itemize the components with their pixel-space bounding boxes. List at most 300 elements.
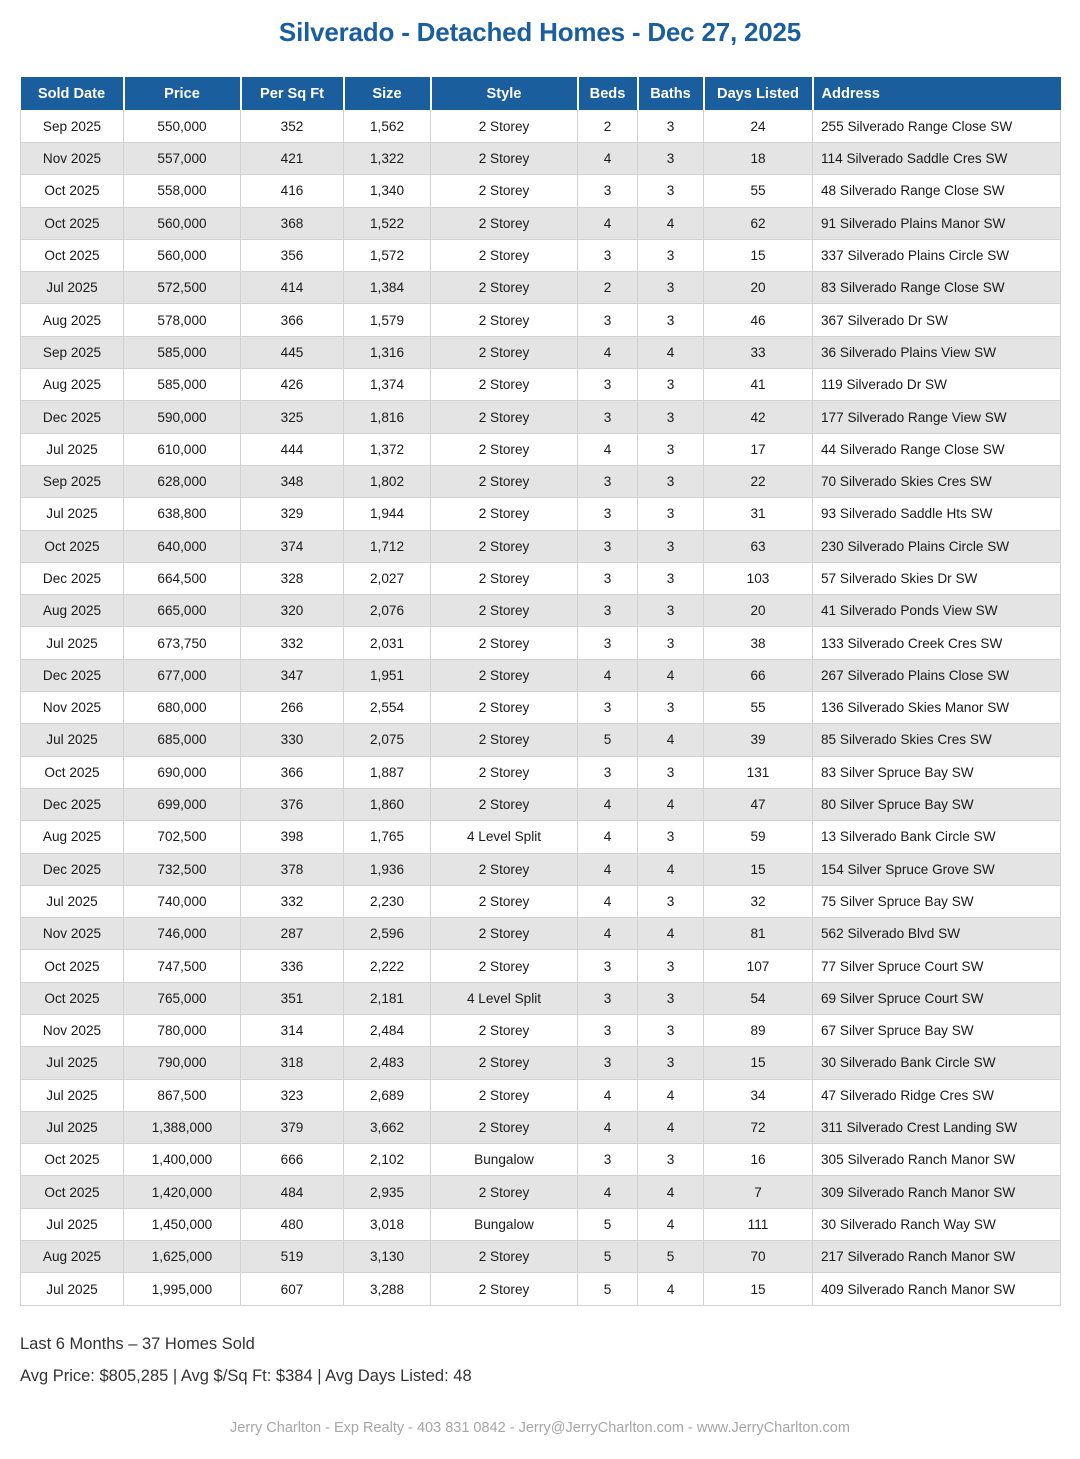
- cell-baths: 3: [638, 110, 704, 142]
- cell-address: 70 Silverado Skies Cres SW: [813, 465, 1061, 497]
- cell-style: 2 Storey: [431, 788, 578, 820]
- cell-price: 699,000: [124, 788, 241, 820]
- table-row: [21, 433, 1061, 465]
- cell-price: 638,800: [124, 498, 241, 530]
- cell-sold_date: Jul 2025: [21, 1047, 124, 1079]
- cell-size: 2,935: [344, 1176, 431, 1208]
- cell-price: 1,388,000: [124, 1111, 241, 1143]
- cell-address: 57 Silverado Skies Dr SW: [813, 562, 1061, 594]
- cell-price: 1,420,000: [124, 1176, 241, 1208]
- cell-price: 558,000: [124, 175, 241, 207]
- column-header-price[interactable]: Price: [124, 77, 241, 110]
- cell-sold_date: Aug 2025: [21, 595, 124, 627]
- cell-beds: 4: [578, 142, 638, 174]
- cell-baths: 4: [638, 1079, 704, 1111]
- cell-per_sq_ft: 414: [241, 272, 344, 304]
- column-header-baths[interactable]: Baths: [638, 77, 704, 110]
- cell-per_sq_ft: 352: [241, 110, 344, 142]
- cell-days_listed: 72: [704, 1111, 813, 1143]
- cell-baths: 4: [638, 853, 704, 885]
- cell-price: 560,000: [124, 239, 241, 271]
- cell-style: 2 Storey: [431, 207, 578, 239]
- table-row: [21, 401, 1061, 433]
- cell-style: 2 Storey: [431, 1273, 578, 1305]
- cell-baths: 3: [638, 433, 704, 465]
- cell-baths: 3: [638, 401, 704, 433]
- cell-baths: 5: [638, 1241, 704, 1273]
- cell-sold_date: Dec 2025: [21, 562, 124, 594]
- cell-days_listed: 63: [704, 530, 813, 562]
- cell-per_sq_ft: 378: [241, 853, 344, 885]
- cell-beds: 3: [578, 239, 638, 271]
- cell-price: 673,750: [124, 627, 241, 659]
- table-row: [21, 756, 1061, 788]
- cell-beds: 4: [578, 433, 638, 465]
- cell-price: 867,500: [124, 1079, 241, 1111]
- cell-sold_date: Jul 2025: [21, 1208, 124, 1240]
- table-row: [21, 530, 1061, 562]
- table-row: [21, 272, 1061, 304]
- cell-size: 2,102: [344, 1144, 431, 1176]
- cell-address: 83 Silver Spruce Bay SW: [813, 756, 1061, 788]
- cell-per_sq_ft: 347: [241, 659, 344, 691]
- cell-style: 2 Storey: [431, 885, 578, 917]
- cell-sold_date: Jul 2025: [21, 272, 124, 304]
- cell-days_listed: 20: [704, 595, 813, 627]
- cell-beds: 4: [578, 885, 638, 917]
- cell-sold_date: Jul 2025: [21, 498, 124, 530]
- cell-address: 154 Silver Spruce Grove SW: [813, 853, 1061, 885]
- cell-price: 610,000: [124, 433, 241, 465]
- cell-beds: 3: [578, 369, 638, 401]
- table-row: [21, 1015, 1061, 1047]
- cell-days_listed: 47: [704, 788, 813, 820]
- cell-per_sq_ft: 314: [241, 1015, 344, 1047]
- cell-price: 690,000: [124, 756, 241, 788]
- column-header-days_listed[interactable]: Days Listed: [704, 77, 813, 110]
- cell-per_sq_ft: 484: [241, 1176, 344, 1208]
- cell-style: 2 Storey: [431, 142, 578, 174]
- cell-address: 80 Silver Spruce Bay SW: [813, 788, 1061, 820]
- cell-per_sq_ft: 356: [241, 239, 344, 271]
- table-row: [21, 1111, 1061, 1143]
- table-row: [21, 918, 1061, 950]
- cell-size: 3,130: [344, 1241, 431, 1273]
- cell-sold_date: Dec 2025: [21, 401, 124, 433]
- cell-size: 2,483: [344, 1047, 431, 1079]
- cell-address: 44 Silverado Range Close SW: [813, 433, 1061, 465]
- cell-size: 1,562: [344, 110, 431, 142]
- table-row: [21, 304, 1061, 336]
- cell-days_listed: 33: [704, 336, 813, 368]
- cell-sold_date: Oct 2025: [21, 1176, 124, 1208]
- table-row: [21, 207, 1061, 239]
- cell-size: 2,031: [344, 627, 431, 659]
- cell-size: 2,076: [344, 595, 431, 627]
- cell-address: 91 Silverado Plains Manor SW: [813, 207, 1061, 239]
- cell-baths: 3: [638, 595, 704, 627]
- cell-address: 75 Silver Spruce Bay SW: [813, 885, 1061, 917]
- cell-size: 1,384: [344, 272, 431, 304]
- cell-per_sq_ft: 416: [241, 175, 344, 207]
- table-row: [21, 369, 1061, 401]
- column-header-size[interactable]: Size: [344, 77, 431, 110]
- table-row: [21, 1208, 1061, 1240]
- cell-style: Bungalow: [431, 1144, 578, 1176]
- cell-days_listed: 34: [704, 1079, 813, 1111]
- cell-size: 1,802: [344, 465, 431, 497]
- cell-per_sq_ft: 325: [241, 401, 344, 433]
- cell-style: 2 Storey: [431, 110, 578, 142]
- cell-days_listed: 59: [704, 821, 813, 853]
- cell-sold_date: Oct 2025: [21, 950, 124, 982]
- cell-address: 41 Silverado Ponds View SW: [813, 595, 1061, 627]
- table-row: [21, 692, 1061, 724]
- cell-per_sq_ft: 366: [241, 756, 344, 788]
- cell-style: 2 Storey: [431, 1015, 578, 1047]
- cell-days_listed: 15: [704, 1047, 813, 1079]
- cell-beds: 4: [578, 788, 638, 820]
- cell-sold_date: Aug 2025: [21, 1241, 124, 1273]
- column-header-style[interactable]: Style: [431, 77, 578, 110]
- table-row: [21, 239, 1061, 271]
- cell-days_listed: 16: [704, 1144, 813, 1176]
- cell-price: 585,000: [124, 336, 241, 368]
- cell-address: 367 Silverado Dr SW: [813, 304, 1061, 336]
- cell-size: 2,230: [344, 885, 431, 917]
- cell-size: 1,712: [344, 530, 431, 562]
- cell-address: 83 Silverado Range Close SW: [813, 272, 1061, 304]
- cell-baths: 4: [638, 207, 704, 239]
- cell-size: 1,765: [344, 821, 431, 853]
- cell-beds: 4: [578, 1111, 638, 1143]
- cell-days_listed: 55: [704, 692, 813, 724]
- cell-address: 69 Silver Spruce Court SW: [813, 982, 1061, 1014]
- cell-days_listed: 20: [704, 272, 813, 304]
- cell-sold_date: Sep 2025: [21, 465, 124, 497]
- cell-size: 1,316: [344, 336, 431, 368]
- cell-beds: 3: [578, 1144, 638, 1176]
- cell-sold_date: Nov 2025: [21, 1015, 124, 1047]
- cell-baths: 4: [638, 1176, 704, 1208]
- cell-sold_date: Jul 2025: [21, 627, 124, 659]
- cell-address: 119 Silverado Dr SW: [813, 369, 1061, 401]
- cell-style: 2 Storey: [431, 465, 578, 497]
- cell-address: 36 Silverado Plains View SW: [813, 336, 1061, 368]
- cell-baths: 3: [638, 627, 704, 659]
- cell-address: 133 Silverado Creek Cres SW: [813, 627, 1061, 659]
- column-header-per_sq_ft[interactable]: Per Sq Ft: [241, 77, 344, 110]
- cell-size: 1,951: [344, 659, 431, 691]
- cell-size: 1,944: [344, 498, 431, 530]
- cell-size: 3,018: [344, 1208, 431, 1240]
- cell-baths: 3: [638, 885, 704, 917]
- table-row: [21, 1273, 1061, 1305]
- cell-per_sq_ft: 445: [241, 336, 344, 368]
- cell-beds: 3: [578, 756, 638, 788]
- cell-sold_date: Jul 2025: [21, 724, 124, 756]
- cell-address: 93 Silverado Saddle Hts SW: [813, 498, 1061, 530]
- cell-baths: 3: [638, 821, 704, 853]
- cell-beds: 5: [578, 1208, 638, 1240]
- cell-price: 665,000: [124, 595, 241, 627]
- cell-address: 114 Silverado Saddle Cres SW: [813, 142, 1061, 174]
- cell-address: 48 Silverado Range Close SW: [813, 175, 1061, 207]
- cell-address: 67 Silver Spruce Bay SW: [813, 1015, 1061, 1047]
- cell-per_sq_ft: 323: [241, 1079, 344, 1111]
- cell-sold_date: Jul 2025: [21, 1273, 124, 1305]
- cell-style: 2 Storey: [431, 1079, 578, 1111]
- cell-beds: 4: [578, 821, 638, 853]
- cell-days_listed: 107: [704, 950, 813, 982]
- cell-style: 2 Storey: [431, 562, 578, 594]
- cell-size: 2,554: [344, 692, 431, 724]
- cell-baths: 4: [638, 1273, 704, 1305]
- home-sales-table: [20, 77, 1061, 1305]
- cell-per_sq_ft: 379: [241, 1111, 344, 1143]
- table-row: [21, 110, 1061, 142]
- cell-baths: 4: [638, 724, 704, 756]
- cell-beds: 4: [578, 207, 638, 239]
- cell-days_listed: 111: [704, 1208, 813, 1240]
- summary-period-line: Last 6 Months – 37 Homes Sold: [20, 1334, 255, 1353]
- cell-per_sq_ft: 444: [241, 433, 344, 465]
- cell-price: 1,995,000: [124, 1273, 241, 1305]
- cell-days_listed: 70: [704, 1241, 813, 1273]
- cell-size: 1,816: [344, 401, 431, 433]
- cell-address: 311 Silverado Crest Landing SW: [813, 1111, 1061, 1143]
- cell-price: 790,000: [124, 1047, 241, 1079]
- sales-table-container: [20, 48, 1060, 1305]
- cell-address: 30 Silverado Ranch Way SW: [813, 1208, 1061, 1240]
- cell-beds: 2: [578, 272, 638, 304]
- cell-style: 2 Storey: [431, 433, 578, 465]
- column-header-address[interactable]: Address: [813, 77, 1061, 110]
- table-row: [21, 885, 1061, 917]
- cell-price: 585,000: [124, 369, 241, 401]
- cell-beds: 4: [578, 1079, 638, 1111]
- cell-price: 685,000: [124, 724, 241, 756]
- cell-sold_date: Oct 2025: [21, 175, 124, 207]
- cell-beds: 3: [578, 304, 638, 336]
- cell-size: 1,572: [344, 239, 431, 271]
- cell-beds: 4: [578, 336, 638, 368]
- cell-address: 305 Silverado Ranch Manor SW: [813, 1144, 1061, 1176]
- table-row: [21, 1144, 1061, 1176]
- cell-address: 30 Silverado Bank Circle SW: [813, 1047, 1061, 1079]
- cell-per_sq_ft: 376: [241, 788, 344, 820]
- cell-price: 746,000: [124, 918, 241, 950]
- summary-averages-line: Avg Price: $805,285 | Avg $/Sq Ft: $384 | Avg Days Listed: 48: [20, 1366, 472, 1385]
- cell-price: 740,000: [124, 885, 241, 917]
- cell-baths: 3: [638, 304, 704, 336]
- cell-per_sq_ft: 336: [241, 950, 344, 982]
- cell-beds: 2: [578, 110, 638, 142]
- cell-price: 578,000: [124, 304, 241, 336]
- cell-style: 2 Storey: [431, 272, 578, 304]
- cell-baths: 3: [638, 982, 704, 1014]
- cell-beds: 3: [578, 627, 638, 659]
- cell-baths: 3: [638, 272, 704, 304]
- cell-style: 2 Storey: [431, 659, 578, 691]
- cell-price: 702,500: [124, 821, 241, 853]
- cell-sold_date: Dec 2025: [21, 853, 124, 885]
- table-header-row: [21, 77, 1061, 110]
- cell-per_sq_ft: 320: [241, 595, 344, 627]
- cell-beds: 3: [578, 595, 638, 627]
- cell-beds: 4: [578, 1176, 638, 1208]
- table-row: [21, 1047, 1061, 1079]
- cell-size: 1,374: [344, 369, 431, 401]
- cell-sold_date: Aug 2025: [21, 304, 124, 336]
- cell-style: 2 Storey: [431, 724, 578, 756]
- cell-sold_date: Aug 2025: [21, 821, 124, 853]
- cell-address: 267 Silverado Plains Close SW: [813, 659, 1061, 691]
- cell-baths: 3: [638, 239, 704, 271]
- cell-baths: 3: [638, 1144, 704, 1176]
- table-row: [21, 336, 1061, 368]
- cell-beds: 3: [578, 401, 638, 433]
- cell-per_sq_ft: 421: [241, 142, 344, 174]
- cell-sold_date: Oct 2025: [21, 239, 124, 271]
- cell-address: 562 Silverado Blvd SW: [813, 918, 1061, 950]
- cell-per_sq_ft: 607: [241, 1273, 344, 1305]
- cell-price: 677,000: [124, 659, 241, 691]
- cell-beds: 3: [578, 175, 638, 207]
- cell-baths: 3: [638, 175, 704, 207]
- cell-style: 2 Storey: [431, 369, 578, 401]
- cell-style: 2 Storey: [431, 401, 578, 433]
- cell-per_sq_ft: 374: [241, 530, 344, 562]
- cell-baths: 3: [638, 950, 704, 982]
- cell-address: 409 Silverado Ranch Manor SW: [813, 1273, 1061, 1305]
- cell-price: 557,000: [124, 142, 241, 174]
- cell-style: 2 Storey: [431, 1176, 578, 1208]
- cell-size: 2,075: [344, 724, 431, 756]
- cell-size: 1,936: [344, 853, 431, 885]
- cell-price: 1,450,000: [124, 1208, 241, 1240]
- cell-per_sq_ft: 519: [241, 1241, 344, 1273]
- cell-style: 2 Storey: [431, 1111, 578, 1143]
- cell-style: Bungalow: [431, 1208, 578, 1240]
- cell-address: 217 Silverado Ranch Manor SW: [813, 1241, 1061, 1273]
- cell-price: 1,400,000: [124, 1144, 241, 1176]
- table-row: [21, 788, 1061, 820]
- cell-price: 732,500: [124, 853, 241, 885]
- cell-baths: 3: [638, 142, 704, 174]
- cell-baths: 3: [638, 1015, 704, 1047]
- cell-size: 1,522: [344, 207, 431, 239]
- cell-days_listed: 31: [704, 498, 813, 530]
- cell-price: 640,000: [124, 530, 241, 562]
- cell-style: 2 Storey: [431, 692, 578, 724]
- cell-days_listed: 24: [704, 110, 813, 142]
- cell-style: 2 Storey: [431, 498, 578, 530]
- cell-per_sq_ft: 318: [241, 1047, 344, 1079]
- cell-baths: 3: [638, 1047, 704, 1079]
- cell-baths: 4: [638, 336, 704, 368]
- table-row: [21, 853, 1061, 885]
- cell-price: 664,500: [124, 562, 241, 594]
- cell-style: 2 Storey: [431, 950, 578, 982]
- cell-beds: 3: [578, 530, 638, 562]
- cell-baths: 3: [638, 369, 704, 401]
- table-row: [21, 465, 1061, 497]
- cell-address: 85 Silverado Skies Cres SW: [813, 724, 1061, 756]
- cell-days_listed: 103: [704, 562, 813, 594]
- table-row: [21, 1176, 1061, 1208]
- cell-sold_date: Nov 2025: [21, 142, 124, 174]
- cell-size: 3,288: [344, 1273, 431, 1305]
- cell-baths: 3: [638, 498, 704, 530]
- cell-address: 255 Silverado Range Close SW: [813, 110, 1061, 142]
- cell-baths: 3: [638, 465, 704, 497]
- cell-days_listed: 81: [704, 918, 813, 950]
- cell-per_sq_ft: 328: [241, 562, 344, 594]
- cell-sold_date: Nov 2025: [21, 692, 124, 724]
- cell-price: 628,000: [124, 465, 241, 497]
- cell-baths: 4: [638, 788, 704, 820]
- table-row: [21, 175, 1061, 207]
- cell-price: 765,000: [124, 982, 241, 1014]
- cell-style: 2 Storey: [431, 627, 578, 659]
- cell-beds: 3: [578, 982, 638, 1014]
- cell-size: 1,887: [344, 756, 431, 788]
- cell-size: 2,596: [344, 918, 431, 950]
- cell-sold_date: Aug 2025: [21, 369, 124, 401]
- table-row: [21, 821, 1061, 853]
- cell-per_sq_ft: 266: [241, 692, 344, 724]
- cell-per_sq_ft: 332: [241, 885, 344, 917]
- table-row: [21, 1241, 1061, 1273]
- cell-beds: 5: [578, 1273, 638, 1305]
- cell-style: 2 Storey: [431, 239, 578, 271]
- cell-sold_date: Jul 2025: [21, 1079, 124, 1111]
- cell-beds: 4: [578, 853, 638, 885]
- cell-days_listed: 7: [704, 1176, 813, 1208]
- cell-per_sq_ft: 351: [241, 982, 344, 1014]
- cell-sold_date: Jul 2025: [21, 1111, 124, 1143]
- table-row: [21, 142, 1061, 174]
- cell-price: 572,500: [124, 272, 241, 304]
- cell-baths: 4: [638, 1208, 704, 1240]
- cell-days_listed: 18: [704, 142, 813, 174]
- cell-beds: 4: [578, 918, 638, 950]
- cell-beds: 5: [578, 724, 638, 756]
- cell-baths: 3: [638, 756, 704, 788]
- summary-block: [20, 1306, 1060, 1392]
- table-row: [21, 724, 1061, 756]
- page-title: Silverado - Detached Homes - Dec 27, 2025: [278, 17, 802, 47]
- cell-days_listed: 62: [704, 207, 813, 239]
- cell-sold_date: Nov 2025: [21, 918, 124, 950]
- cell-baths: 3: [638, 530, 704, 562]
- cell-days_listed: 42: [704, 401, 813, 433]
- column-header-beds[interactable]: Beds: [578, 77, 638, 110]
- cell-size: 1,579: [344, 304, 431, 336]
- cell-baths: 4: [638, 918, 704, 950]
- cell-sold_date: Sep 2025: [21, 110, 124, 142]
- cell-style: 2 Storey: [431, 853, 578, 885]
- cell-per_sq_ft: 398: [241, 821, 344, 853]
- cell-address: 47 Silverado Ridge Cres SW: [813, 1079, 1061, 1111]
- column-header-sold_date[interactable]: Sold Date: [21, 77, 124, 110]
- cell-days_listed: 22: [704, 465, 813, 497]
- cell-sold_date: Oct 2025: [21, 756, 124, 788]
- cell-sold_date: Oct 2025: [21, 1144, 124, 1176]
- cell-size: 2,484: [344, 1015, 431, 1047]
- cell-style: 2 Storey: [431, 1047, 578, 1079]
